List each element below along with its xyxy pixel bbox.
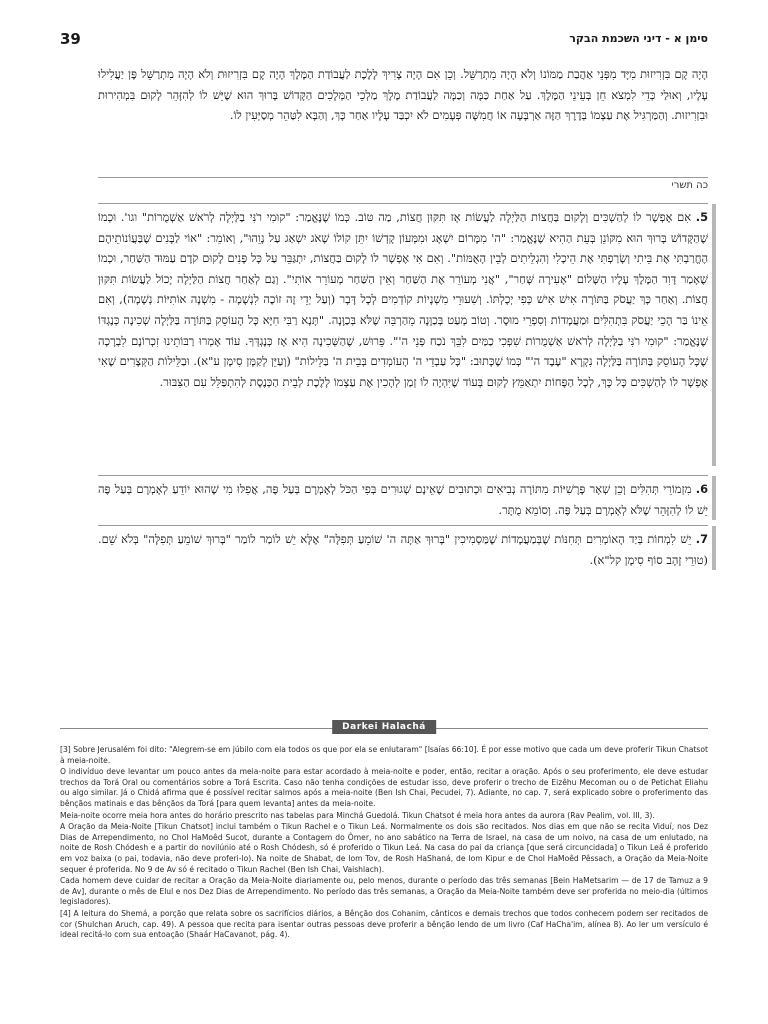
- darkei-halacha-divider: [60, 718, 708, 738]
- footnote: [3] Sobre Jerusalém foi dito: "Alegrem-se em júbilo com ela todos os que por ela se enlutaram" [Isaías 66:10]. É por esse motivo que cada um deve proferir Tikun Chatsot à meia-noite.: [60, 745, 708, 765]
- section-6: [98, 475, 708, 520]
- page-number: 39: [60, 30, 81, 48]
- section-text: יֵשׁ לִמְחוֹת בְּיַד הָאוֹמְרִים תְּחִנּוֹת שֶׁבְּמַעֲמָדוֹת שֶׁמַּסְמִיכִין "בָּרוּךְ אַתָּה ה' שׁוֹמֵעַ תְּפִלָּה" אֶלָּא יֵשׁ לוֹמַר לוֹמַר "בָּרוּךְ שׁוֹמֵעַ תְּפִלָּה" בְּלֹא שֵׁם. (טוּרֵי זָהָב סוֹף סִימָן קל"א).: [98, 532, 708, 567]
- footnote: [4] A leitura do Shemá, a porção que relata sobre os sacrifícios diários, a Bênção dos Cohanim, cânticos e demais trechos que todos conhecem podem ser recitados de cor (Shulchan Aruch, cap. 49). A pessoa que recita para isentar outras pessoas deve proferir a bênção lendo de um livro (Caf HaCha'im, alínea 8). Ao ler um versículo é ideal recitá-lo com sua entoação (Shaár HaCavanot, pág. 4).: [60, 908, 708, 940]
- intro-paragraph: הָיָה קָם בִּזְרִיזוּת מִיָּד מִפְּנֵי אַהֲבַת מַמּוֹנוֹ וְלֹא הָיָה מִתְרַשֵּׁל. וְכֵן אִם הָיָה צָרִיךְ לָלֶכֶת לַעֲבוֹדַת הַמֶּלֶךְ הָיָה קָם בִּזְרִיזוּת וְלֹא הָיָה מִתְרַשֵּׁל פֶּן יַעֲלִילוּ עָלָיו, וְאוּלַי כְּדֵי לִמְצֹא חֵן בְּעֵינֵי הַמֶּלֶךְ. עַל אַחַת כַּמָּה וְכַמָּה לַעֲבוֹדַת מֶלֶךְ מַלְכֵי הַמְּלָכִים הַקָּדוֹשׁ בָּרוּךְ הוּא שֶׁיֵּשׁ לוֹ לְהִזָּהֵר לָקוּם בִּמְהִירוּת וּבִזְרִיזוּת. וְהַמַּרְגִּיל אֶת עַצְמוֹ בְּדֶרֶךְ הַזֶּה אַרְבָּעָה אוֹ חֲמִשָּׁה פְּעָמִים לֹא יִכְבַּד עָלָיו אַחַר כָּךְ, וְהַבָּא לִטַּהֵר מְסַיְּעִין לוֹ.: [98, 67, 708, 123]
- darkei-halacha-label: Darkei Halachá: [332, 720, 436, 734]
- footnote: O indivíduo deve levantar um pouco antes da meia-noite para estar acordado à meia-noite e poder, então, recitar a oração. Após o seu proferimento, ele deve estudar trechos da Torá Oral ou comentários sobre a Torá Escrita. Caso não tenha condições de estudar isso, deve proferir o trecho de Eizêhu Mecoman ou o de Petichat Eliahu ou algo similar. Já o Chidá afirma que é possível recitar salmos após a meia-noite (Ben Ish Chai, Pecudei, 7). Adiante, no cap. 7, será explicado sobre o proferimento das bênçãos matinais e das bênçãos da Torá [para quem levanta] antes da meia-noite.: [60, 767, 708, 808]
- footnote: Meia-noite ocorre meia hora antes do horário prescrito nas tabelas para Minchá Guedolá. Tikun Chatsot é meia hora antes da aurora (Rav Pealim, vol. III, 3).: [60, 810, 655, 820]
- footnote: A Oração da Meia-Noite [Tikun Chatsot] inclui também o Tikun Rachel e o Tikun Leá. Normalmente os dois são recitados. Nos dias em que não se recita Viduí, nos Dez Dias de Arrependimento, no Chol HaMoêd Sucot, durante a Contagem do Ômer, no ano sabático na Terra de Israel, na casa de um noivo, na casa de um enlutado, na noite de Rosh Chódesh e a partir do novilúnio até o Rosh Chódesh, só é proferido o Tikun Leá. Na casa do pai da criança [que será circuncidada] o Tikun Leá é proferido em voz baixa (o pai, todavia, não deve proferi-lo). Na noite de Shabat, de Iom Tov, de Rosh HaShaná, de Iom Kipur e de Chol HaMoêd Pêssach, a Oração da Meia-Noite sequer é proferida. No 9 de Av só é recitado o Tikun Rachel (Ben Ish Chai, Vaishlach).: [60, 822, 708, 874]
- section-text: אִם אֶפְשָׁר לוֹ לְהַשְׁכִּים וְלָקוּם בַּחֲצוֹת הַלַּיְלָה לַעֲשׂוֹת אָז תִּקּוּן חֲצוֹת, מַה טּוֹב. כְּמוֹ שֶׁנֶּאֱמַר: "קוּמִי רֹנִּי בַלַּיְלָה לְרֹאשׁ אַשְׁמֻרוֹת" וגו'. וּכְמוֹ שֶׁהַקָּדוֹשׁ בָּרוּךְ הוּא מִקּוֹנֵן בְּעֵת הַהִיא שֶׁנֶּאֱמַר: "ה' מִמָּרוֹם יִשְׁאָג וּמִמְּעוֹן קָדְשׁוֹ יִתֵּן קוֹלוֹ שָׁאֹג יִשְׁאַג עַל נָוֵהוּ", וְאוֹמֵר: "אוֹי לַבָּנִים שֶׁבַּעֲוֹנוֹתֵיהֶם הֶחֱרַבְתִּי אֶת בֵּיתִי וְשָׂרַפְתִּי אֶת הֵיכָלִי וְהִגְלֵיתִים לְבֵין הָאֻמּוֹת". וְאִם אִי אֶפְשָׁר לוֹ לָקוּם בַּחֲצוֹת, יִתְגַּבֵּר עַל כָּל פָּנִים לָקוּם קֹדֶם עַמּוּד הַשַּׁחַר, וּכְמוֹ שֶׁאָמַר דָּוִד הַמֶּלֶךְ עָלָיו הַשָּׁלוֹם "אָעִירָה שָּׁחַר", "אֲנִי מְעוֹרֵר אֶת הַשַּׁחַר וְאֵין הַשַּׁחַר מְעוֹרֵר אוֹתִי". וְגַם לְאַחַר חֲצוֹת הַלַּיְלָה יָכוֹל לַעֲשׂוֹת תִּקּוּן חֲצוֹת. וְאַחַר כָּךְ יַעֲסֹק בַּתּוֹרָה אִישׁ אִישׁ כְּפִי יְכָלְתּוֹ. וְשִׁעוּרֵי מִשְׁנָיוֹת קוֹדְמִים לְכָל דָּבָר (וְעַל יְדֵי זֶה זוֹכֶה לִנְשָׁמָה - מִשְׁנָה אוֹתִיּוֹת נְשָׁמָה), וְאִם אֵינוֹ בַּר הָכֵי יַעֲסֹק בִּתְהִלִּים וּמַעֲמָדוֹת וְסִפְרֵי מוּסָר. וְטוֹב מְעַט בְּכַוָּנָה מֵהַרְבֵּה שֶׁלֹּא בְּכַוָּנָה. "תָּנָא רַבִּי חִיָּא כָּל הָעוֹסֵק בַּתּוֹרָה בַּלַּיְלָה שְׁכִינָה כְּנֶגְדּוֹ שֶׁנֶּאֱמַר: "קוּמִי רֹנִּי בַלַּיְלָה לְרֹאשׁ אַשְׁמֻרוֹת שִׁפְכִי כַמַּיִם לִבֵּךְ נֹכַח פְּנֵי ה'". פֵּרוּשׁ, שֶׁהַשְּׁכִינָה הִיא אָז כְּנֶגְדְּךָ. עוֹד אָמְרוּ רַבּוֹתֵינוּ זִכְרוֹנָם לִבְרָכָה שֶׁכָּל הָעוֹסֵק בַּתּוֹרָה בַּלַּיְלָה נִקְרָא "עֶבֶד ה'" כְּמוֹ שֶׁכָּתוּב: "כָּל עַבְדֵי ה' הָעוֹמְדִים בְּבֵית ה' בַּלֵּילוֹת" (וְעַיֵּן לְקַמָּן סִימָן ע"א). וּבַלֵּילוֹת הַקְּצָרִים שֶׁאִי אֶפְשָׁר לוֹ לְהַשְׁכִּים כָּל כָּךְ, לְכָל הַפָּחוֹת יִתְאַמֵּץ לָקוּם בְּעוֹד שֶׁיִּהְיֶה לוֹ זְמַן לְהָכִין אֶת עַצְמוֹ לָלֶכֶת לְבֵית הַכְּנֶסֶת לְהִתְפַּלֵּל עִם הַצִּבּוּר.: [98, 210, 708, 389]
- section-number: 7.: [695, 532, 708, 546]
- page-header: [60, 30, 708, 54]
- footnote: Cada homem deve cuidar de recitar a Oração da Meia-Noite diariamente ou, pelo menos, durante o período das três semanas [Bein HaMetsarim — de 17 de Tamuz a 9 de Av], durante o mês de Elul e nos Dez Dias de Arrependimento. No período das três semanas, a Oração da Meia-Noite também deve ser proferida no meio-dia (últimos legisladores).: [60, 876, 708, 907]
- running-head: סימן א - דיני השכמת הבקר: [569, 32, 708, 45]
- section-number: 6.: [695, 482, 708, 496]
- section-5: [98, 203, 708, 392]
- section-sidebar: [712, 476, 716, 520]
- study-date-note: כה תשרי: [98, 177, 708, 191]
- footnotes: [60, 745, 708, 942]
- section-text: מִזְמוֹרֵי תְּהִלִּים וְכֵן שְׁאָר פָּרָשִׁיּוֹת מִתּוֹרָה נְבִיאִים וּכְתוּבִים שֶׁאֵינָם שְׁגוּרִים בְּפִי הַכֹּל לְאָמְרָם בְּעַל פֶּה, אֲפִלּוּ מִי שֶׁהוּא יוֹדֵעַ לְאָמְרָם בְּעַל פֶּה יֵשׁ לוֹ לְהִזָּהֵר שֶׁלֹּא לְאָמְרָם בְּעַל פֶּה. וְסוֹמֵא מֻתָּר.: [98, 482, 708, 517]
- section-sidebar: [712, 204, 716, 466]
- section-7: [98, 525, 708, 570]
- section-sidebar: [712, 526, 716, 570]
- section-number: 5.: [695, 210, 708, 224]
